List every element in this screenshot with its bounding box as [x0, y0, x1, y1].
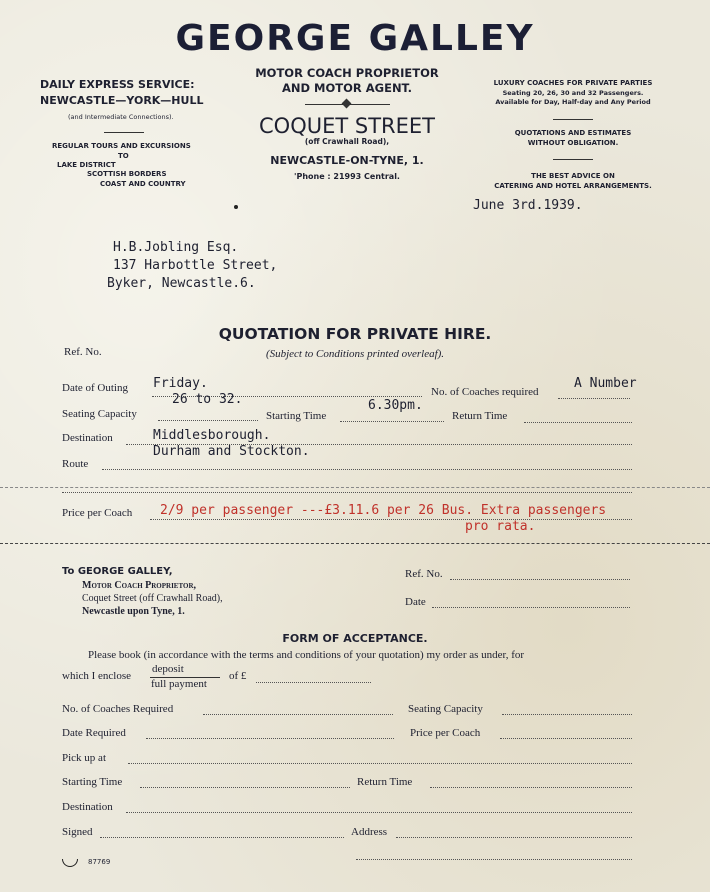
- destination-acc-label: Destination: [62, 801, 113, 813]
- signed-label: Signed: [62, 826, 93, 838]
- outing-date-value: Friday.: [153, 376, 208, 391]
- outing-date-label: Date of Outing: [62, 382, 128, 394]
- return-time-label: Return Time: [452, 410, 508, 422]
- coaches-required-line: [558, 398, 630, 399]
- price-line: [150, 519, 632, 520]
- addressee-street: 137 Harbottle Street,: [113, 258, 278, 273]
- addressee-city: Byker, Newcastle.6.: [107, 276, 256, 291]
- pick-up-line[interactable]: [128, 763, 632, 764]
- acceptance-ref-label: Ref. No.: [405, 568, 443, 580]
- price-per-coach-acc-label: Price per Coach: [410, 727, 481, 739]
- price-value: 2/9 per passenger ---£3.11.6 per 26 Bus. Extra passengers: [160, 503, 607, 518]
- seating-capacity-acc-line[interactable]: [502, 714, 632, 715]
- coaches-required-value: A Number: [574, 376, 637, 391]
- proprietor-line: MOTOR COACH PROPRIETOR: [255, 66, 439, 80]
- enclose-label: which I enclose: [62, 670, 132, 682]
- address-line[interactable]: [396, 837, 632, 838]
- acceptance-ref-line[interactable]: [450, 579, 630, 580]
- tear-off-line: [0, 543, 710, 544]
- seating-capacity-label: Seating Capacity: [62, 408, 137, 420]
- fold-crease-1: [0, 487, 710, 488]
- street-subline: (off Crawhall Road),: [304, 137, 390, 146]
- tours-line: REGULAR TOURS AND EXCURSIONS: [52, 142, 191, 150]
- destination-acc-line[interactable]: [126, 812, 632, 813]
- price-label: Price per Coach: [62, 507, 133, 519]
- starting-time-value: 6.30pm.: [368, 398, 423, 413]
- tours-lake: LAKE DISTRICT: [57, 161, 116, 169]
- destination-label: Destination: [62, 432, 113, 444]
- tours-coast: COAST AND COUNTRY: [100, 180, 186, 188]
- addressee-name: H.B.Jobling Esq.: [113, 240, 239, 255]
- address-label: Address: [351, 826, 388, 838]
- to-city: Newcastle upon Tyne, 1.: [82, 606, 185, 617]
- starting-time-acc-line[interactable]: [140, 787, 350, 788]
- acceptance-date-label: Date: [405, 596, 426, 608]
- date-required-line[interactable]: [146, 738, 394, 739]
- amount-label: of £: [229, 670, 247, 682]
- no-coaches-line[interactable]: [203, 714, 393, 715]
- pick-up-label: Pick up at: [62, 752, 106, 764]
- seating-capacity-acc-label: Seating Capacity: [408, 703, 483, 715]
- amount-line[interactable]: [256, 682, 371, 683]
- availability-info: Available for Day, Half-day and Any Period: [495, 98, 651, 106]
- acceptance-body: Please book (in accordance with the terms and conditions of your quotation) my order as under, for: [88, 649, 525, 661]
- advice-line: THE BEST ADVICE ON: [531, 172, 615, 180]
- address-line-2[interactable]: [356, 859, 632, 860]
- daily-express-line: DAILY EXPRESS SERVICE:: [40, 78, 195, 91]
- typed-date: June 3rd.1939.: [473, 198, 583, 213]
- date-required-label: Date Required: [62, 727, 126, 739]
- acceptance-date-line[interactable]: [432, 607, 630, 608]
- deposit-option[interactable]: deposit: [152, 663, 184, 675]
- seating-info: Seating 20, 26, 30 and 32 Passengers.: [502, 89, 644, 97]
- quotation-title: QUOTATION FOR PRIVATE HIRE.: [218, 325, 492, 343]
- return-time-acc-line[interactable]: [430, 787, 632, 788]
- price-per-coach-acc-line[interactable]: [500, 738, 632, 739]
- quotations-line: QUOTATIONS AND ESTIMATES: [514, 129, 632, 137]
- luxury-line: LUXURY COACHES FOR PRIVATE PARTIES: [493, 79, 653, 87]
- route-line: NEWCASTLE—YORK—HULL: [40, 94, 204, 107]
- company-name: GEORGE GALLEY: [175, 18, 535, 59]
- route-line: [102, 469, 632, 470]
- no-coaches-label: No. of Coaches Required: [62, 703, 174, 715]
- connections-line: (and Intermediate Connections).: [68, 113, 174, 121]
- seating-capacity-value: 26 to 32.: [172, 392, 243, 407]
- quotation-subtitle: (Subject to Conditions printed overleaf).: [265, 348, 445, 360]
- tours-scottish: SCOTTISH BORDERS: [87, 170, 167, 178]
- starting-time-line: [340, 421, 444, 422]
- route-value: Durham and Stockton.: [153, 444, 310, 459]
- right-divider-1: [553, 119, 593, 120]
- right-divider-2: [553, 159, 593, 160]
- left-divider: [104, 132, 144, 133]
- ink-dot: [234, 205, 238, 209]
- printer-code: 87769: [88, 858, 111, 866]
- price-value-continued: pro rata.: [465, 519, 536, 534]
- full-payment-option[interactable]: full payment: [151, 678, 207, 690]
- to-company: To GEORGE GALLEY,: [62, 566, 173, 577]
- phone-line: 'Phone : 21993 Central.: [294, 172, 400, 181]
- tours-to: TO: [118, 152, 129, 160]
- acceptance-title: FORM OF ACCEPTANCE.: [282, 632, 428, 645]
- seating-capacity-line: [158, 420, 258, 421]
- starting-time-label: Starting Time: [266, 410, 327, 422]
- starting-time-acc-label: Starting Time: [62, 776, 123, 788]
- obligation-line: WITHOUT OBLIGATION.: [527, 139, 619, 147]
- destination-value: Middlesborough.: [153, 428, 271, 443]
- return-time-acc-label: Return Time: [357, 776, 413, 788]
- ref-label: Ref. No.: [64, 346, 102, 358]
- coaches-required-label: No. of Coaches required: [431, 386, 539, 398]
- route-line-2: [62, 492, 632, 493]
- signed-line[interactable]: [100, 837, 344, 838]
- return-time-line: [524, 422, 632, 423]
- route-label: Route: [62, 458, 89, 470]
- agent-line: AND MOTOR AGENT.: [281, 81, 413, 95]
- to-proprietor: Motor Coach Proprietor,: [82, 580, 197, 591]
- to-street: Coquet Street (off Crawhall Road),: [82, 593, 223, 604]
- street-heading: COQUET STREET: [259, 114, 435, 138]
- city-line: NEWCASTLE-ON-TYNE, 1.: [270, 154, 424, 167]
- catering-line: CATERING AND HOTEL ARRANGEMENTS.: [494, 182, 652, 190]
